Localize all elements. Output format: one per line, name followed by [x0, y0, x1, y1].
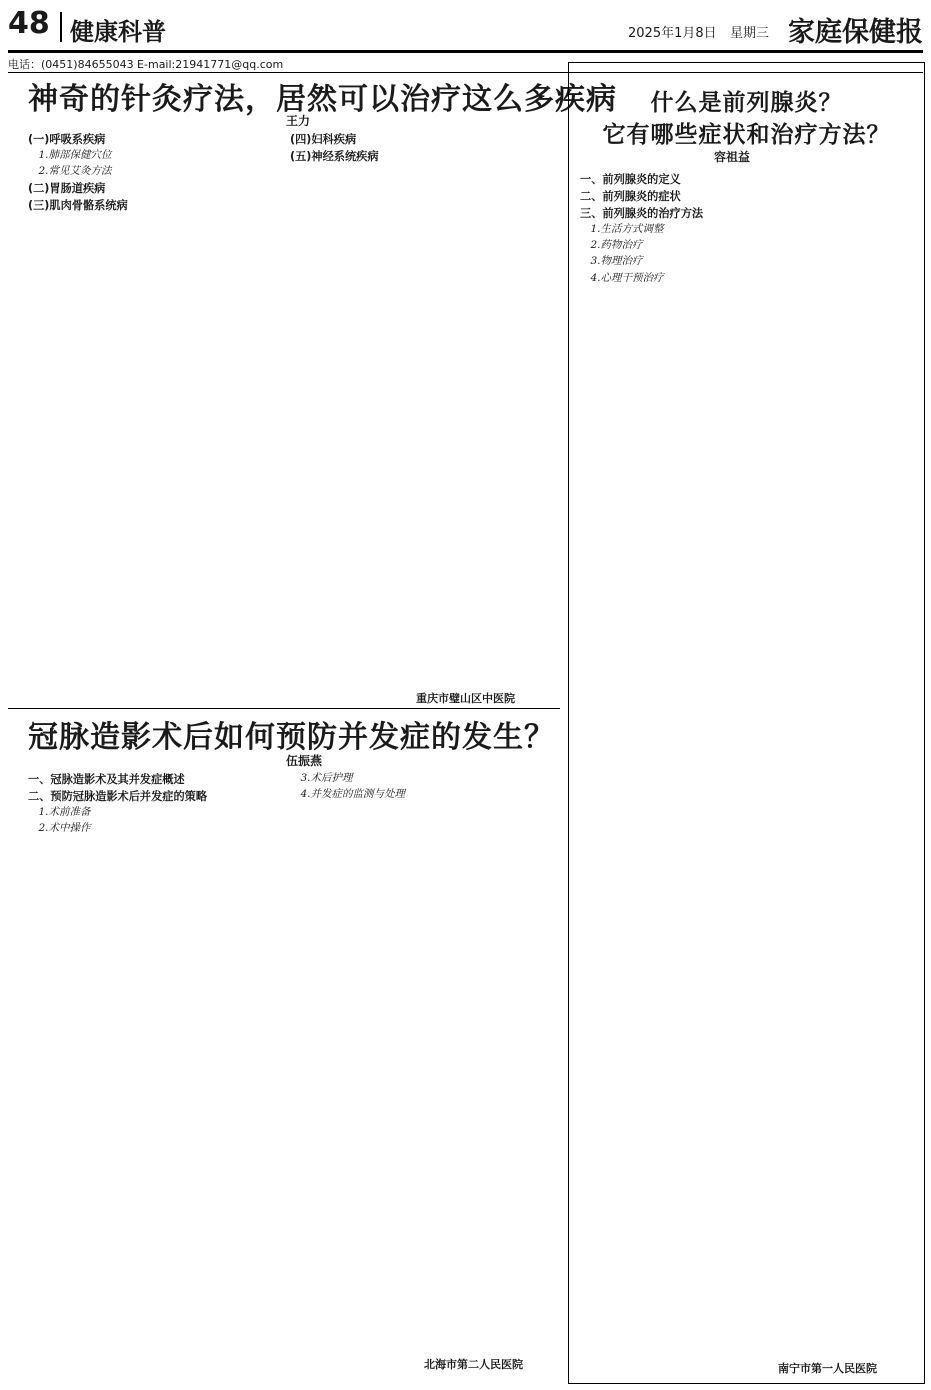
section-title: 健康科普 [70, 18, 166, 46]
article1-column-2 [290, 130, 556, 686]
subheading: (一)呼吸系疾病 [28, 133, 106, 146]
article2-credit: 北海市第二人民医院 [424, 1358, 523, 1371]
article2-title: 冠脉造影术后如何预防并发症的发生？ [28, 720, 555, 755]
subheading: 二、预防冠脉造影术后并发症的策略 [28, 790, 208, 804]
minor-heading: 2.常见艾灸方法 [38, 165, 112, 178]
article1-column-1 [28, 130, 276, 703]
article3-title-line2: 它有哪些症状和治疗方法？ [602, 121, 891, 148]
issue-date: 2025年1月8日 [628, 26, 717, 41]
article2-author: 伍振燕 [286, 754, 323, 768]
minor-heading: 1.生活方式调整 [590, 223, 664, 236]
subheading: 一、冠脉造影术及其并发症概述 [28, 773, 185, 786]
minor-heading: 3.物理治疗 [590, 255, 643, 268]
article3-title-line1: 什么是前列腺炎？ [650, 89, 843, 116]
article2-column-1 [28, 770, 276, 1384]
issue-weekday: 星期三 [730, 26, 770, 41]
subheading: (五)神经系统疾病 [290, 150, 379, 164]
subheading: (二)胃肠道疾病 [28, 182, 106, 196]
minor-heading: 1.肺部保健穴位 [38, 149, 112, 162]
article3-credit: 南宁市第一人民医院 [778, 1362, 877, 1375]
subheading: 一、前列腺炎的定义 [580, 173, 681, 186]
article2-column-2 [290, 770, 556, 1352]
subheading: 二、前列腺炎的症状 [580, 190, 681, 204]
masthead-rule [8, 50, 923, 53]
masthead-divider [60, 12, 62, 42]
article1-title: 神奇的针灸疗法，居然可以治疗这么多疾病 [28, 82, 617, 117]
article3-author: 容祖益 [714, 150, 751, 164]
article1-author: 王力 [286, 114, 311, 128]
subheading: 三、前列腺炎的治疗方法 [580, 207, 704, 221]
minor-heading: 2.术中操作 [38, 822, 91, 835]
contact-info: 电话：(0451)84655043 E-mail:21941771@qq.com [8, 58, 284, 71]
minor-heading: 2.药物治疗 [590, 239, 643, 252]
minor-heading: 4.并发症的监测与处理 [300, 788, 406, 801]
article3-column [580, 170, 914, 1350]
newspaper-name: 家庭保健报 [788, 17, 923, 48]
minor-heading: 3.术后护理 [300, 772, 353, 784]
article1-credit: 重庆市璧山区中医院 [416, 692, 515, 705]
subheading: (四)妇科疾病 [290, 133, 357, 146]
subheading: (三)肌肉骨骼系统病 [28, 199, 128, 213]
minor-heading: 4.心理干预治疗 [590, 271, 664, 284]
minor-heading: 1.术前准备 [38, 806, 91, 819]
page-number: 48 [8, 6, 50, 41]
article-separator [8, 708, 560, 709]
masthead [8, 4, 923, 50]
